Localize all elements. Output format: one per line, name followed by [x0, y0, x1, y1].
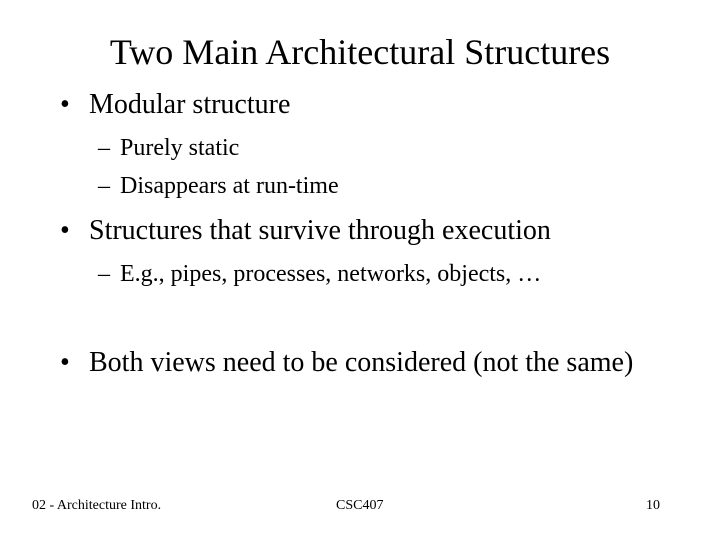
- sub-bullet-item: [98, 171, 678, 201]
- sub-bullet-text: Disappears at run-time: [120, 173, 339, 199]
- bullet-text: Structures that survive through execution: [89, 215, 551, 246]
- bullet-item: [60, 346, 640, 380]
- bullet-text: Both views need to be considered (not the same): [89, 347, 634, 378]
- bullet-icon: •: [60, 347, 70, 378]
- dash-icon: –: [98, 261, 110, 287]
- sub-bullet-text: E.g., pipes, processes, networks, objects, …: [120, 261, 542, 287]
- dash-icon: –: [98, 135, 110, 161]
- footer-center: CSC407: [336, 498, 384, 513]
- bullet-icon: •: [60, 89, 70, 120]
- sub-bullet-item: [98, 133, 678, 163]
- footer-left: 02 - Architecture Intro.: [32, 498, 162, 513]
- slide-title: Two Main Architectural Structures: [109, 32, 611, 72]
- bullet-icon: •: [60, 215, 70, 246]
- sub-bullet-item: [98, 259, 678, 289]
- page-number: 10: [646, 498, 660, 513]
- sub-bullet-text: Purely static: [120, 135, 240, 161]
- dash-icon: –: [98, 173, 110, 199]
- bullet-item: [60, 88, 660, 122]
- bullet-item: [60, 214, 660, 248]
- bullet-text: Modular structure: [89, 89, 291, 120]
